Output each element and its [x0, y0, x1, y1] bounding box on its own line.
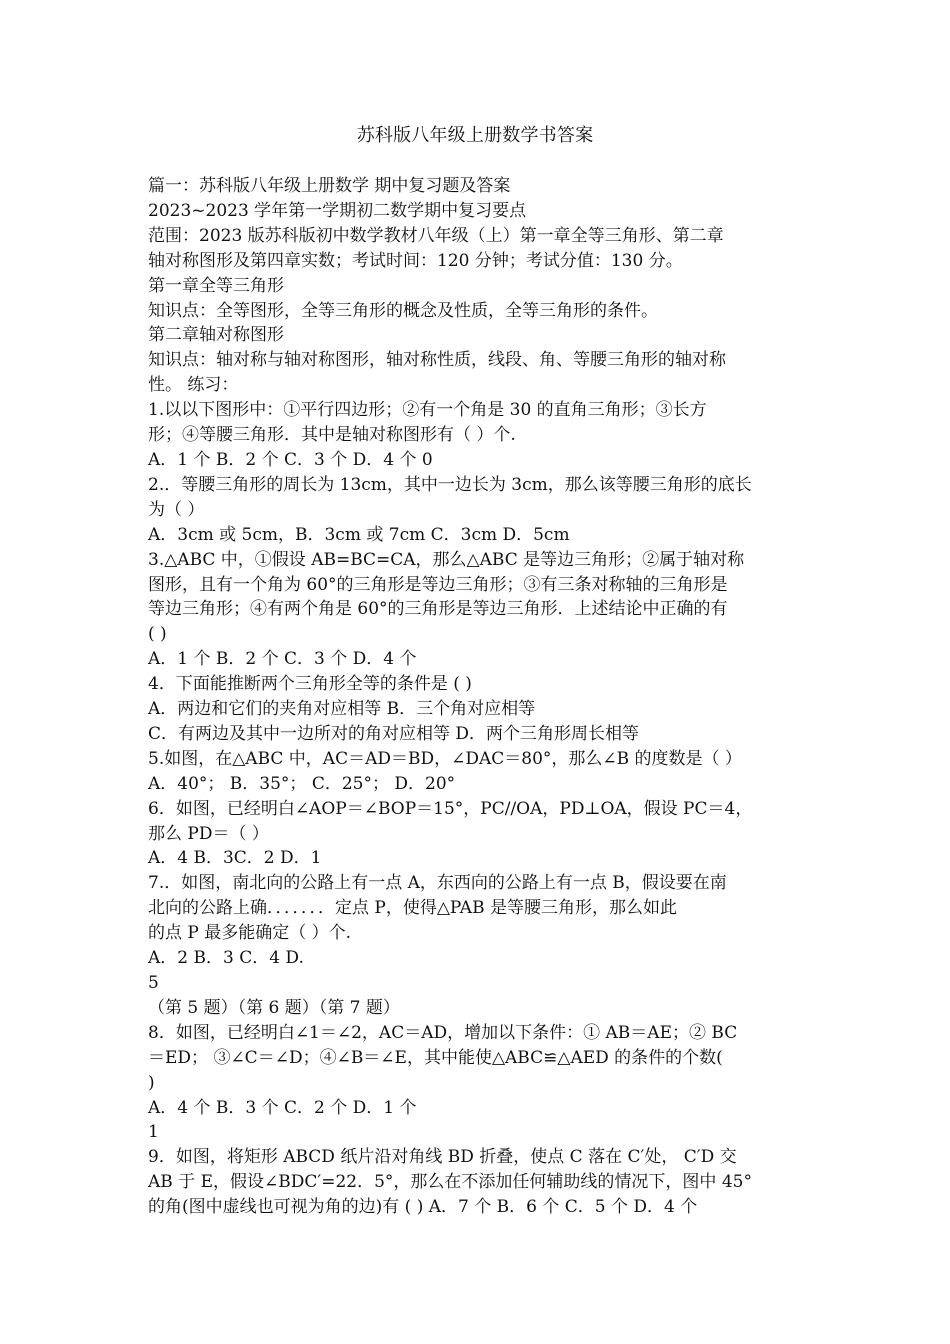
- text-line: A．3cm 或 5cm，B．3cm 或 7cm C．3cm D．5cm: [148, 524, 570, 545]
- text-line: 1: [148, 1122, 159, 1143]
- text-line: A．40°； B．35°； C．25°； D．20°: [148, 773, 456, 794]
- text-line: 5: [148, 973, 159, 993]
- text-line: AB 于 E，假设∠BDC′=22．5°，那么在不添加任何辅助线的情况下，图中 45°: [148, 1172, 752, 1193]
- text-line: （第 5 题）（第 6 题）（第 7 题）: [148, 997, 400, 1018]
- text-line: ): [148, 1072, 155, 1093]
- text-line: 2.．等腰三角形的周长为 13cm，其中一边长为 3cm，那么该等腰三角形的底长: [148, 474, 752, 495]
- text-line: 7.．如图，南北向的公路上有一点 A，东西向的公路上有一点 B，假设要在南: [148, 873, 727, 894]
- text-line: 5.如图，在△ABC 中，AC＝AD＝BD，∠DAC＝80°，那么∠B 的度数是（ ）: [148, 748, 742, 769]
- text-line: A．4 个 B．3 个 C．2 个 D．1 个: [148, 1097, 417, 1118]
- text-line: 2023~2023 学年第一学期初二数学期中复习要点: [148, 200, 527, 221]
- text-line: 图形，且有一个角为 60°的三角形是等边三角形；③有三条对称轴的三角形是: [148, 574, 728, 595]
- text-line: 轴对称图形及第四章实数；考试时间：120 分钟；考试分值：130 分。: [148, 250, 683, 271]
- page-title: 苏科版八年级上册数学书答案: [356, 125, 594, 146]
- text-line: 范围：2023 版苏科版初中数学教材八年级（上）第一章全等三角形、第二章: [148, 225, 724, 246]
- text-line: A．2 B．3 C．4 D.: [148, 948, 304, 969]
- text-line: A．1 个 B．2 个 C．3 个 D．4 个: [148, 649, 417, 670]
- text-line: 4．下面能推断两个三角形全等的条件是 ( ): [148, 674, 472, 695]
- text-line: 的点 P 最多能确定（ ）个.: [148, 923, 352, 944]
- text-line: ( ): [148, 624, 167, 645]
- text-line: A．4 B．3C．2 D．1: [148, 848, 322, 869]
- text-line: 知识点：轴对称与轴对称图形，轴对称性质，线段、角、等腰三角形的轴对称: [148, 350, 726, 371]
- text-line: 等边三角形；④有两个角是 60°的三角形是等边三角形．上述结论中正确的有: [148, 599, 728, 620]
- text-line: 知识点：全等图形，全等三角形的概念及性质，全等三角形的条件。: [148, 300, 658, 321]
- text-line: ＝ED； ③∠C＝∠D；④∠B＝∠E，其中能使△ABC≌△AED 的条件的个数(: [148, 1047, 723, 1068]
- text-line: 形；④等腰三角形．其中是轴对称图形有（ ）个.: [148, 425, 516, 446]
- text-line: 8．如图，已经明白∠1＝∠2，AC＝AD，增加以下条件：① AB＝AE；② BC: [148, 1022, 738, 1043]
- text-line: 那么 PD＝（ ）: [148, 823, 269, 844]
- text-line: 第一章全等三角形: [148, 275, 284, 296]
- text-line: A．两边和它们的夹角对应相等 B．三个角对应相等: [148, 699, 536, 720]
- text-line: A．1 个 B．2 个 C．3 个 D．4 个 0: [148, 449, 433, 470]
- text-line: 的角(图中虚线也可视为角的边)有 ( ) A．7 个 B．6 个 C．5 个 D．4 个: [148, 1197, 698, 1218]
- text-line: 篇一：苏科版八年级上册数学 期中复习题及答案: [148, 176, 511, 196]
- text-line: 为（ ）: [148, 499, 205, 520]
- text-line: 9．如图，将矩形 ABCD 纸片沿对角线 BD 折叠，使点 C 落在 C′处， C′D 交: [148, 1147, 737, 1168]
- document-body: [148, 174, 808, 1220]
- text-line: 北向的公路上确．．．．．．．定点 P，使得△PAB 是等腰三角形，那么如此: [148, 898, 677, 919]
- text-line: 6．如图，已经明白∠AOP＝∠BOP＝15°，PC//OA，PD⊥OA，假设 PC＝4，: [148, 798, 753, 819]
- text-line: 3.△ABC 中，①假设 AB=BC=CA，那么△ABC 是等边三角形；②属于轴对称: [148, 549, 745, 570]
- text-line: 第二章轴对称图形: [148, 325, 284, 346]
- text-line: 性。 练习：: [148, 375, 239, 396]
- text-line: C．有两边及其中一边所对的角对应相等 D．两个三角形周长相等: [148, 723, 640, 744]
- text-line: 1.以以下图形中：①平行四边形；②有一个角是 30 的直角三角形；③长方: [148, 400, 707, 421]
